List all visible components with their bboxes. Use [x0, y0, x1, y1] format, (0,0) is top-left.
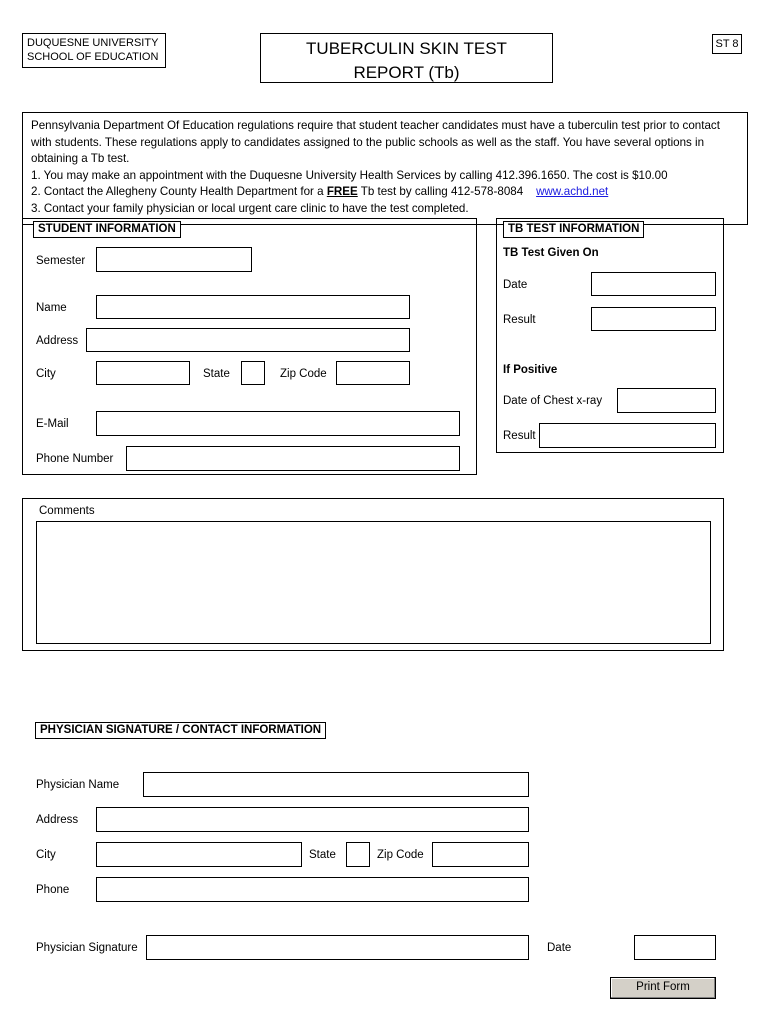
- tb-result-label: Result: [503, 314, 536, 326]
- physician-city-input[interactable]: [96, 842, 302, 867]
- city-label: City: [36, 368, 56, 380]
- physician-name-input[interactable]: [143, 772, 529, 797]
- email-input[interactable]: [96, 411, 460, 436]
- title-line-2: REPORT (Tb): [353, 63, 460, 82]
- physician-phone-label: Phone: [36, 884, 70, 896]
- physician-section-title: PHYSICIAN SIGNATURE / CONTACT INFORMATION: [35, 722, 326, 739]
- xray-result-input[interactable]: [539, 423, 716, 448]
- physician-date-input[interactable]: [634, 935, 716, 960]
- physician-zip-input[interactable]: [432, 842, 529, 867]
- student-information-title: STUDENT INFORMATION: [33, 221, 181, 238]
- instructions-item-2-mid: Tb test by calling 412-578-8084: [357, 185, 524, 198]
- physician-date-label: Date: [547, 942, 572, 954]
- physician-name-label: Physician Name: [36, 779, 120, 791]
- title-line-1: TUBERCULIN SKIN TEST: [306, 39, 507, 58]
- print-form-button[interactable]: Print Form: [610, 977, 716, 999]
- semester-input[interactable]: [96, 247, 252, 272]
- email-label: E-Mail: [36, 418, 69, 430]
- achd-link[interactable]: www.achd.net: [536, 185, 609, 198]
- instructions-item-3: 3. Contact your family physician or local urgent care clinic to have the test completed.: [31, 201, 469, 215]
- tb-date-label: Date: [503, 279, 528, 291]
- comments-label: Comments: [39, 505, 95, 517]
- xray-date-input[interactable]: [617, 388, 716, 413]
- state-input[interactable]: [241, 361, 265, 385]
- physician-signature-input[interactable]: [146, 935, 529, 960]
- tb-information-title: TB TEST INFORMATION: [503, 221, 644, 238]
- zip-label: Zip Code: [280, 368, 327, 380]
- name-input[interactable]: [96, 295, 410, 319]
- address-label: Address: [36, 335, 79, 347]
- city-input[interactable]: [96, 361, 190, 385]
- state-label: State: [203, 368, 230, 380]
- physician-address-input[interactable]: [96, 807, 529, 832]
- instructions-item-2-pre: 2. Contact the Allegheny County Health Department for a: [31, 185, 327, 198]
- xray-result-label: Result: [503, 430, 536, 442]
- name-label: Name: [36, 302, 67, 314]
- physician-zip-label: Zip Code: [377, 849, 424, 861]
- instructions-paragraph: Pennsylvania Department Of Education regulations require that student teacher candidates must have a tuberculin test prior to contact with students. These regulations apply to candidates assigned to the public schools as well as the staff. You have several options in obtaining a Tb test.: [31, 119, 720, 165]
- xray-date-label: Date of Chest x-ray: [503, 395, 603, 407]
- institution-line-2: SCHOOL OF EDUCATION: [27, 51, 159, 63]
- institution-line-1: DUQUESNE UNIVERSITY: [27, 37, 159, 49]
- instructions-free-emphasis: FREE: [326, 185, 358, 198]
- physician-city-label: City: [36, 849, 56, 861]
- physician-phone-input[interactable]: [96, 877, 529, 902]
- page-title: [260, 33, 553, 83]
- instructions-block: [22, 112, 748, 225]
- phone-input[interactable]: [126, 446, 460, 471]
- semester-label: Semester: [36, 255, 86, 267]
- instructions-item-1: 1. You may make an appointment with the Duquesne University Health Services by calling 412.396.1650. The cost is $10.00: [31, 168, 668, 182]
- tb-given-on-label: TB Test Given On: [503, 247, 599, 259]
- physician-address-label: Address: [36, 814, 79, 826]
- zip-input[interactable]: [336, 361, 410, 385]
- form-code-badge: ST 8: [712, 34, 742, 54]
- if-positive-label: If Positive: [503, 364, 558, 376]
- phone-label: Phone Number: [36, 453, 114, 465]
- institution-header: [22, 33, 166, 68]
- physician-signature-label: Physician Signature: [36, 942, 138, 954]
- comments-textarea[interactable]: [36, 521, 711, 644]
- instructions-item-2: [31, 184, 739, 201]
- physician-state-label: State: [309, 849, 336, 861]
- address-input[interactable]: [86, 328, 410, 352]
- physician-state-input[interactable]: [346, 842, 370, 867]
- tb-date-input[interactable]: [591, 272, 716, 296]
- tb-result-input[interactable]: [591, 307, 716, 331]
